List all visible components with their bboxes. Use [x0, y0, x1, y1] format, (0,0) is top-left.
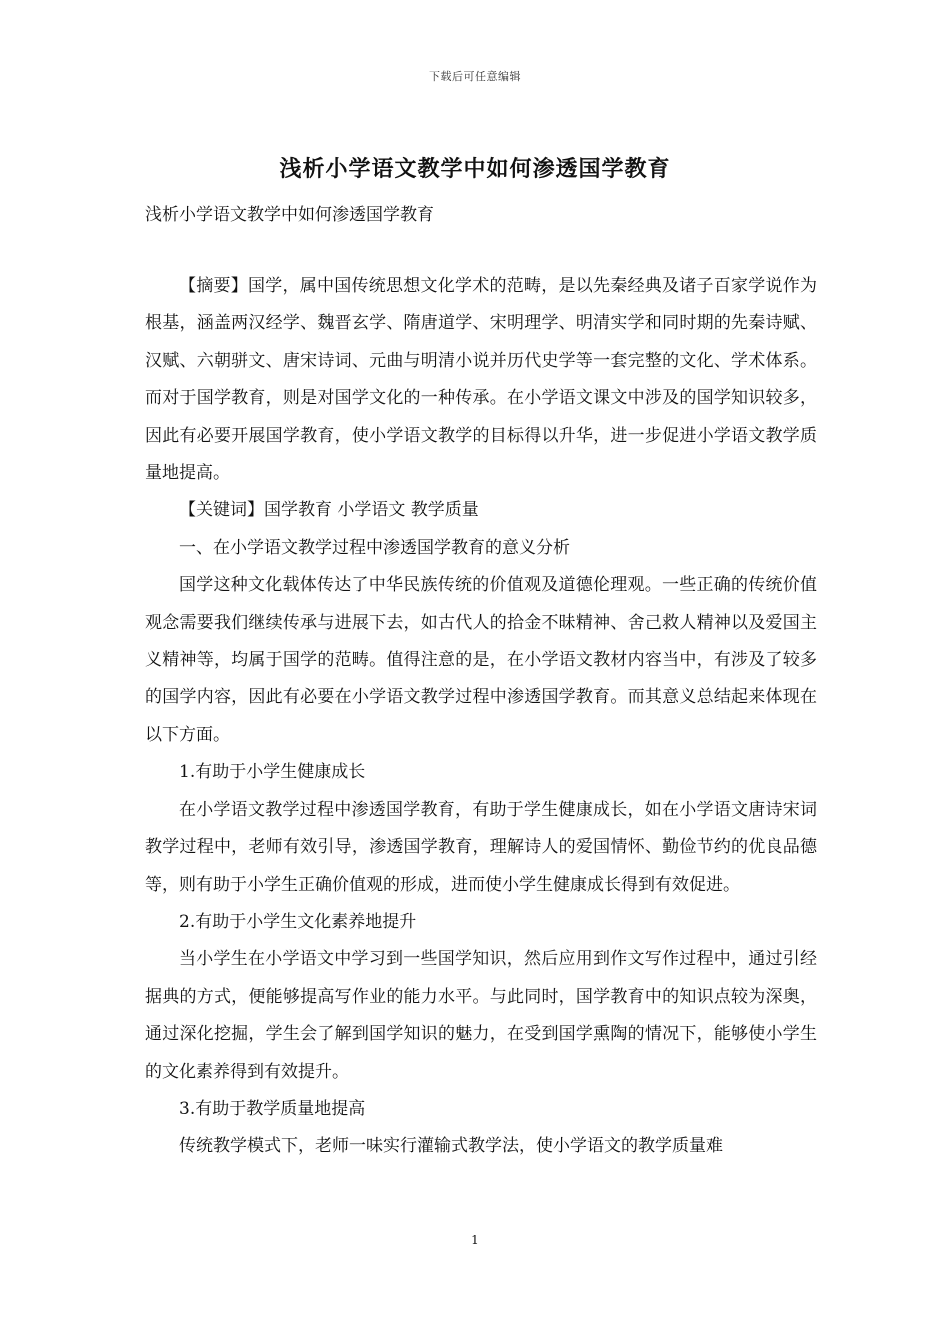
keywords-paragraph: 【关键词】国学教育 小学语文 教学质量 [179, 500, 479, 521]
body-text [145, 268, 817, 1166]
subsection-heading: 2.有助于小学生文化素养地提升 [179, 911, 417, 932]
document-subtitle: 浅析小学语文教学中如何渗透国学教育 [145, 205, 434, 225]
page-number: 1 [471, 1233, 479, 1247]
body-paragraph: 传统教学模式下，老师一味实行灌输式教学法，使小学语文的教学质量难 [179, 1136, 723, 1157]
body-paragraph: 国学这种文化载体传达了中华民族传统的价值观及道德伦理观。一些正确的传统价值观念需要我们继续传承与进展下去，如古代人的拾金不昧精神、舍己救人精神以及爱国主义精神等，均属于国学的范畴。值得注意的是，在小学语文教材内容当中，有涉及了较多的国学内容，因此有必要在小学语文教学过程中渗透国学教育。而其意义总结起来体现在以下方面。 [145, 575, 817, 745]
document-title: 浅析小学语文教学中如何渗透国学教育 [279, 156, 671, 182]
body-paragraph: 在小学语文教学过程中渗透国学教育，有助于学生健康成长，如在小学语文唐诗宋词教学过程中，老师有效引导，渗透国学教育，理解诗人的爱国情怀、勤俭节约的优良品德等，则有助于小学生正确价值观的形成，进而使小学生健康成长得到有效促进。 [145, 799, 817, 895]
abstract-paragraph: 【摘要】国学，属中国传统思想文化学术的范畴，是以先秦经典及诸子百家学说作为根基，涵盖两汉经学、魏晋玄学、隋唐道学、宋明理学、明清实学和同时期的先秦诗赋、汉赋、六朝骈文、唐宋诗词、元曲与明清小说并历代史学等一套完整的文化、学术体系。而对于国学教育，则是对国学文化的一种传承。在小学语文课文中涉及的国学知识较多，因此有必要开展国学教育，使小学语文教学的目标得以升华，进一步促进小学语文教学质量地提高。 [145, 276, 817, 484]
header-note: 下载后可任意编辑 [429, 70, 521, 83]
subsection-heading: 1.有助于小学生健康成长 [179, 762, 366, 783]
section-heading: 一、在小学语文教学过程中渗透国学教育的意义分析 [179, 537, 570, 558]
subsection-heading: 3.有助于教学质量地提高 [179, 1098, 366, 1119]
body-paragraph: 当小学生在小学语文中学习到一些国学知识，然后应用到作文写作过程中，通过引经据典的方式，便能够提高写作业的能力水平。与此同时，国学教育中的知识点较为深奥，通过深化挖掘，学生会了解到国学知识的魅力，在受到国学熏陶的情况下，能够使小学生的文化素养得到有效提升。 [145, 949, 817, 1082]
